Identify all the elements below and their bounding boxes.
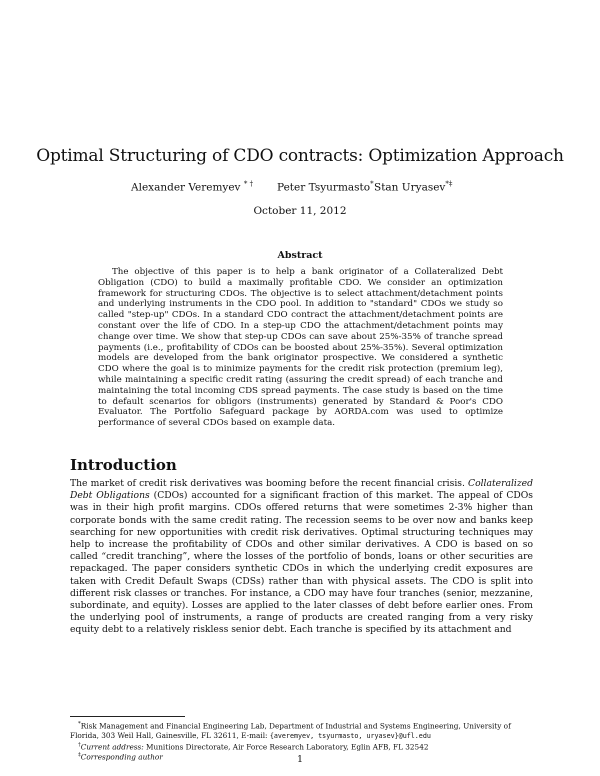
author-uryasev: Stan Uryasev*‡ (374, 180, 453, 194)
footnote-corresponding-author: ‡Corresponding author (78, 752, 163, 762)
abstract-text: The objective of this paper is to help a bank originator of a Collateralized Debt Obligation (CDO) to build a maximally profitable CDO. We consider an optimization framework for structuring CDOs. The objective is to select attachment/detachment points and underlying instruments in the CDO pool. In addition to "standard" CDOs we study so called "step-up" CDOs. In a standard CDO contract the attachment/detachment points are constant over the life of CDO. In a step-up CDO the attachment/detachment points may change over time. We show that step-up CDOs can save about 25%-35% of tranche spread payments (i.e., profitability of CDOs can be boosted about 25%-35%). Several optimization models are developed from the bank originator prospective. We considered a synthetic CDO where the goal is to minimize payments for the credit risk protection (premium leg), while maintaining a specific credit rating (assuring the credit spread) of each tranche and maintaining the total incoming CDS spread payments. The case study is based on the time to default scenarios for obligors (instruments) generated by Standard & Poor's CDO Evaluator. The Portfolio Safeguard package by AORDA.com was used to optimize performance of several CDOs based on example data. (98, 267, 503, 429)
paper-title: Optimal Structuring of CDO contracts: Optimization Approach (36, 146, 564, 166)
footnote-current-address: †Current address: Munitions Directorate, Air Force Research Laboratory, Eglin AFB, FL 32542 (78, 741, 429, 752)
author-list (0, 180, 600, 196)
author-affiliation-marks: * † (243, 180, 254, 188)
author-veremyev: Alexander Veremyev * † (131, 180, 254, 194)
page-number: 1 (296, 754, 304, 765)
author-tsyurmasto: Peter Tsyurmasto* (277, 180, 374, 194)
introduction-paragraph: The market of credit risk derivatives was booming before the recent financial crisis. Collateralized Debt Obligations (CDOs) accounted for a significant fraction of this market. The appeal of CDOs was in their high profit margins. CDOs offered returns that were sometimes 2-3% higher than corporate bonds with the same credit rating. The recession seems to be over now and banks keep searching for new opportunities with credit risk derivatives. Optimal structuring techniques may help to increase the profitability of CDOs and other similar derivatives. A CDO is based on so called “credit tranching”, where the losses of the portfolio of bonds, loans or other securities are repackaged. The paper considers synthetic CDOs in which the underlying credit exposures are taken with Credit Default Swaps (CDSs) rather than with physical assets. The CDO is split into different risk classes or tranches. For instance, a CDO may have four tranches (senior, mezzanine, subordinate, and equity). Losses are applied to the later classes of debt before earlier ones. From the underlying pool of instruments, a range of products are created ranging from a very risky equity debt to a relatively riskless senior debt. Each tranche is specified by its attachment and (70, 478, 533, 636)
author-affiliation-marks: *‡ (445, 180, 453, 188)
italic-term: Collateralized Debt Obligations (70, 478, 533, 502)
paper-date: October 11, 2012 (253, 205, 347, 217)
author-affiliation-marks: * (370, 180, 374, 188)
section-heading-introduction: Introduction (70, 456, 177, 474)
footnote-emails: {averemyev, tsyurmasto, uryasev}@ufl.edu (269, 731, 431, 740)
footnote-rule (70, 716, 185, 717)
footnote-affiliation: *Risk Management and Financial Engineering Lab, Department of Industrial and Systems Engineering, University of Florida, 303 Weil Hall, Gainesville, FL 32611, E-mail: {averemyev, tsyurmasto, uryasev}@ufl.edu (70, 721, 511, 740)
abstract-heading: Abstract (277, 250, 323, 261)
